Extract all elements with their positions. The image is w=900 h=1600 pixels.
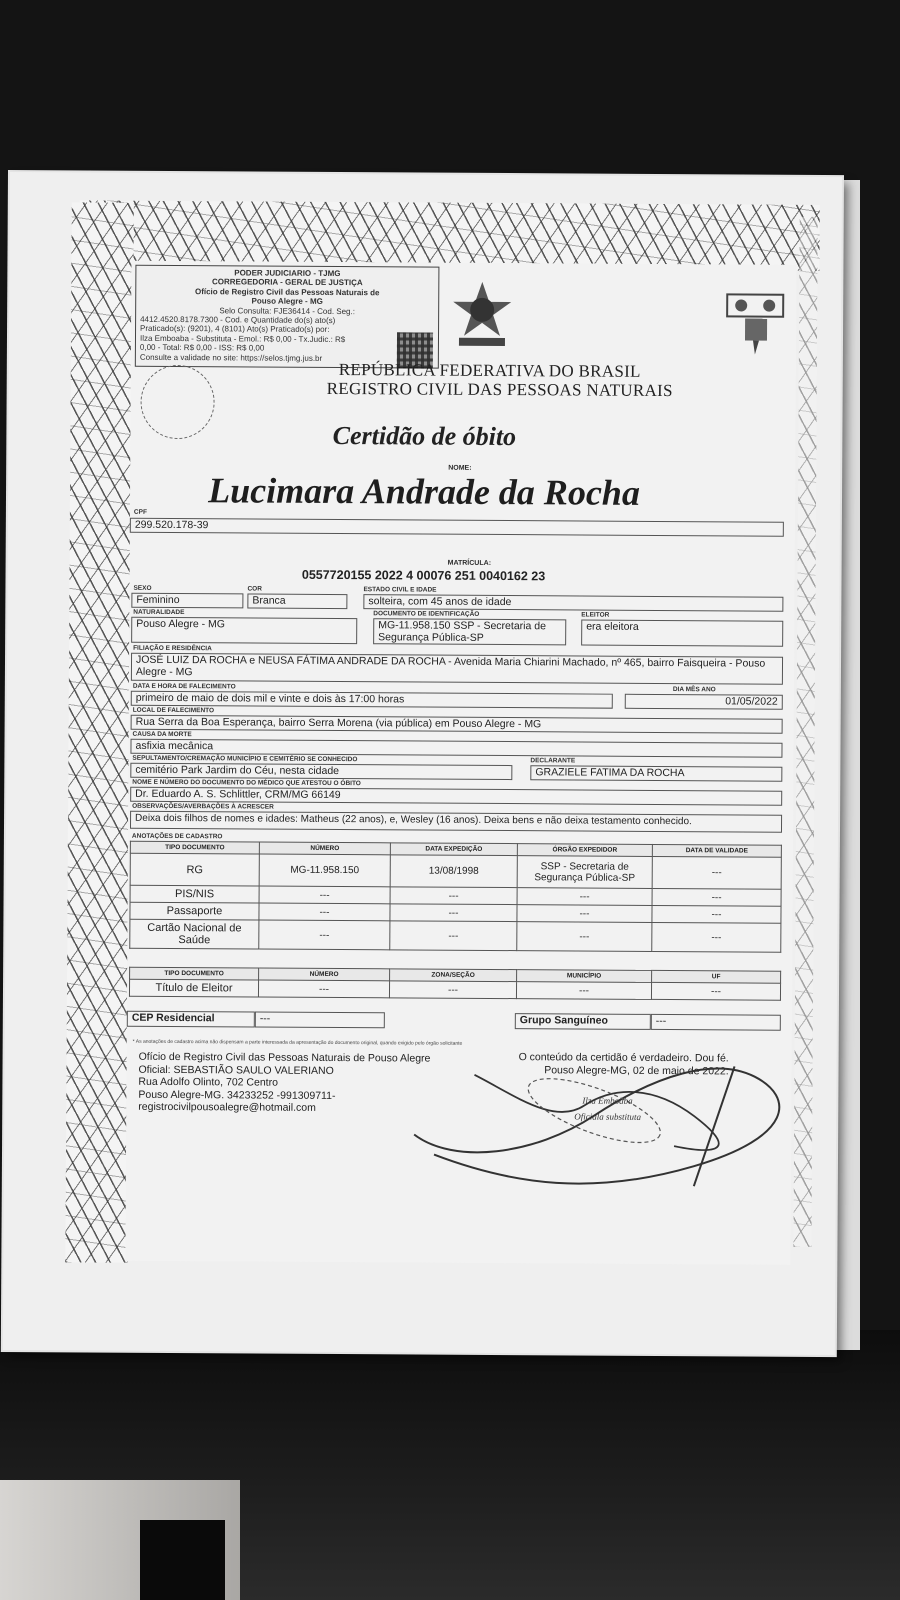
death-date-field: 01/05/2022 <box>625 694 783 710</box>
parents-label: FILIAÇÃO E RESIDÊNCIA <box>133 644 212 653</box>
office-name: Ofício de Registro Civil das Pessoas Naturais de Pouso Alegre <box>138 1050 431 1065</box>
matricula-number: 0557720155 2022 4 00076 251 0040162 23 <box>301 567 546 584</box>
column-header: ÓRGÃO EXPEDIDOR <box>517 844 652 857</box>
seal-line: Selo Consulta: FJE36414 - Cod. Seg.: <box>219 305 355 316</box>
marital-status-label: ESTADO CIVIL E IDADE <box>363 586 437 594</box>
voter-field: era eleitora <box>581 619 783 646</box>
office-address: Rua Adolfo Olinto, 702 Centro <box>138 1075 278 1089</box>
republic-heading: REPÚBLICA FEDERATIVA DO BRASIL <box>338 360 641 381</box>
table-cell: Passaporte <box>130 902 259 920</box>
deceased-name: Lucimara Andrade da Rocha <box>208 470 641 513</box>
birthplace-field: Pouso Alegre - MG <box>131 617 357 644</box>
column-header: NÚMERO <box>259 968 390 981</box>
registry-emblem-icon <box>723 288 787 356</box>
attestation-date: Pouso Alegre-MG, 02 de maio de 2022. <box>544 1063 729 1077</box>
registration-disclaimer: * As anotações de cadastro acima não dispensam a parte interessada da apresentação do documento original, quando exigido pelo órgão solicitante <box>132 1038 463 1047</box>
observations-label: OBSERVAÇÕES/AVERBAÇÕES À ACRESCER <box>132 802 274 811</box>
burial-label: SEPULTAMENTO/CREMAÇÃO MUNICÍPIO E CEMITÉRIO SE CONHECIDO <box>132 754 358 764</box>
table-cell: SSP - Secretaria de Segurança Pública-SP <box>517 856 652 889</box>
death-certificate-page <box>3 172 842 1355</box>
tjmg-seal-box <box>135 265 440 369</box>
table-cell: --- <box>652 888 781 906</box>
table-cell: --- <box>259 886 390 904</box>
burial-field: cemitério Park Jardim do Céu, nesta cidade <box>130 763 512 780</box>
day-month-year-label: DIA MÊS ANO <box>672 686 716 694</box>
death-place-field: Rua Serra da Boa Esperança, bairro Serra Morena (via pública) em Pouso Alegre - MG <box>131 715 783 734</box>
table-cell: --- <box>259 920 390 950</box>
table-cell: --- <box>517 905 652 923</box>
table-cell: PIS/NIS <box>130 885 259 903</box>
table-row <box>129 979 780 1000</box>
id-document-label: DOCUMENTO DE IDENTIFICAÇÃO <box>373 610 480 618</box>
table-cell: MG-11.958.150 <box>259 854 390 887</box>
table-row <box>130 853 781 889</box>
column-header: UF <box>652 970 781 983</box>
registration-notes-label: ANOTAÇÕES DE CADASTRO <box>131 832 223 841</box>
table-cell: --- <box>258 980 389 998</box>
seal-line: Ilza Emboaba - Substituta - Emol.: R$ 0,00 - Tx.Judic.: R$ <box>139 333 346 344</box>
name-label: NOME: <box>448 464 472 472</box>
brazil-coat-of-arms-icon <box>449 280 515 352</box>
birthplace-label: NATURALIDADE <box>133 608 185 617</box>
matricula-label: MATRÍCULA: <box>447 559 492 567</box>
declarant-label: DECLARANTE <box>530 757 576 765</box>
table-cell: Cartão Nacional de Saúde <box>130 919 259 949</box>
marital-status-field: solteira, com 45 anos de idade <box>363 594 783 612</box>
death-datetime-field: primeiro de maio de dois mil e vinte e dois às 17:00 horas <box>131 691 613 709</box>
voter-label: ELEITOR <box>581 611 610 619</box>
documents-table <box>129 841 782 953</box>
death-place-label: LOCAL DE FALECIMENTO <box>132 706 215 715</box>
registry-office-info <box>138 1051 430 1115</box>
table-cell: --- <box>259 903 390 921</box>
office-phone: Pouso Alegre-MG. 34233252 -991309711- <box>138 1088 336 1102</box>
seal-line: Pouso Alegre - MG <box>251 296 323 307</box>
table-cell: --- <box>652 905 781 923</box>
cep-field: --- <box>255 1012 385 1029</box>
seal-line: CORREGEDORIA - GERAL DE JUSTIÇA <box>211 277 363 288</box>
table-cell: --- <box>516 982 651 1000</box>
table-row <box>130 919 781 952</box>
seal-line: PODER JUDICIARIO - TJMG <box>234 268 341 279</box>
sex-field: Feminino <box>131 593 243 609</box>
parents-field: JOSÉ LUIZ DA ROCHA e NEUSA FÁTIMA ANDRADE DA ROCHA - Avenida Maria Chiarini Machado, nº 465, bairro Faisqueira - Pouso Alegre - MG <box>131 653 783 685</box>
cause-of-death-label: CAUSA DA MORTE <box>132 730 192 739</box>
cause-of-death-field: asfixia mecânica <box>130 739 782 758</box>
voter-table <box>129 967 781 1001</box>
seal-line: Consulte a validade no site: https://selos.tjmg.jus.br <box>139 352 323 363</box>
table-cell: --- <box>389 981 516 999</box>
doctor-label: NOME E NÚMERO DO DOCUMENTO DO MÉDICO QUE ATESTOU O ÓBITO <box>132 778 361 788</box>
sex-label: SEXO <box>133 584 152 592</box>
cpf-field: 299.520.178-39 <box>130 518 784 537</box>
blood-type-label: Grupo Sanguíneo <box>515 1013 651 1030</box>
cep-label: CEP Residencial <box>127 1011 255 1028</box>
official-name: Oficial: SEBASTIÃO SAULO VALERIANO <box>138 1063 334 1077</box>
table-cell: --- <box>390 904 517 922</box>
table-cell: --- <box>652 922 781 952</box>
table-cell: --- <box>652 856 781 889</box>
table-cell: 13/08/1998 <box>390 855 517 888</box>
column-header: MUNICÍPIO <box>517 970 652 983</box>
column-header: DATA DE VALIDADE <box>652 844 781 857</box>
seal-line: 0,00 - Total: R$ 0,00 - ISS: R$ 0,00 <box>139 343 265 353</box>
seal-line: Praticado(s): (9201), 4 (8101) Ato(s) Praticado(s) por: <box>140 324 330 335</box>
table-leg <box>140 1520 225 1600</box>
observations-field: Deixa dois filhos de nomes e idades: Matheus (22 anos), e, Wesley (16 anos). Deixa bens e não deixa testamento conhecido. <box>130 811 782 833</box>
cpf-label: CPF <box>133 508 147 516</box>
column-header: NÚMERO <box>259 842 390 855</box>
table-cell: --- <box>517 888 652 906</box>
signer-role: Oficiala substituta <box>574 1111 642 1122</box>
table-surface <box>0 1330 900 1600</box>
registry-heading: REGISTRO CIVIL DAS PESSOAS NATURAIS <box>326 378 673 401</box>
table-cell: --- <box>517 922 652 952</box>
column-header: DATA EXPEDIÇÃO <box>390 843 517 856</box>
seal-line: Ofício de Registro Civil das Pessoas Naturais de <box>194 286 380 298</box>
seal-line: 4412.4520.8178.7300 - Cod. e Quantidade do(s) ato(s) <box>140 314 336 326</box>
column-header: TIPO DOCUMENTO <box>130 841 259 854</box>
table-cell: --- <box>651 982 780 1000</box>
attestation-line: O conteúdo da certidão é verdadeiro. Dou fé. <box>518 1051 729 1065</box>
column-header: TIPO DOCUMENTO <box>130 967 259 980</box>
office-email: registrocivilpousoalegre@hotmail.com <box>138 1100 316 1114</box>
doctor-field: Dr. Eduardo A. S. Schlittler, CRM/MG 66149 <box>130 787 782 806</box>
color-label: COR <box>247 585 262 593</box>
table-cell: RG <box>130 853 259 886</box>
death-datetime-label: DATA E HORA DE FALECIMENTO <box>132 682 236 691</box>
color-field: Branca <box>247 593 347 609</box>
id-document-field: MG-11.958.150 SSP - Secretaria de Segurança Pública-SP <box>373 618 566 645</box>
signer-name: Ilza Emboaba <box>582 1095 633 1106</box>
table-cell: Título de Eleitor <box>129 979 258 997</box>
table-cell: --- <box>390 887 517 905</box>
security-border-left <box>65 202 133 1262</box>
table-cell: --- <box>390 921 517 951</box>
certificate-title: Certidão de óbito <box>332 420 517 452</box>
blood-type-field: --- <box>651 1014 781 1031</box>
declarant-field: GRAZIELE FATIMA DA ROCHA <box>530 765 782 782</box>
column-header: ZONA/SEÇÃO <box>390 969 517 982</box>
